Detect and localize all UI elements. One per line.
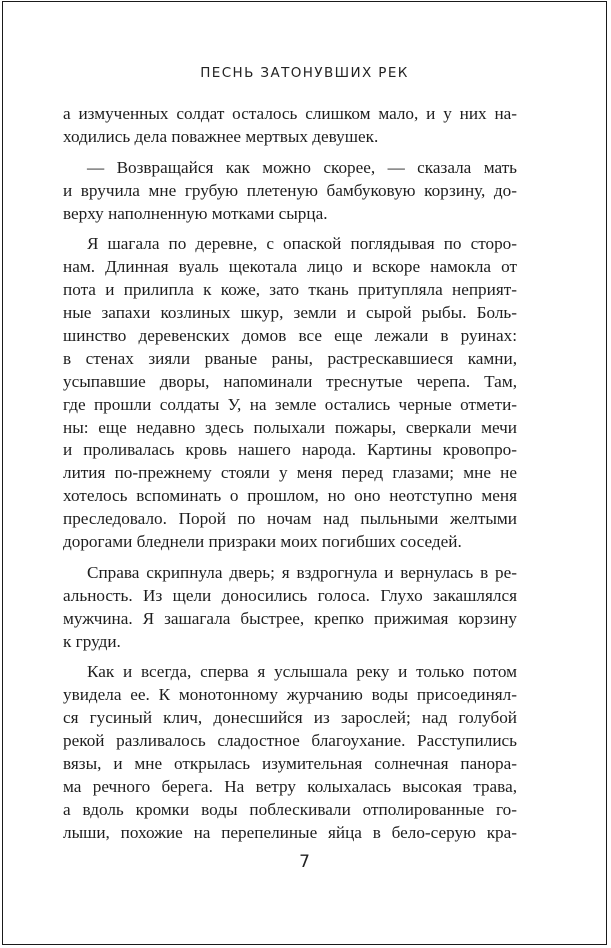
text-line: а вдоль кромки воды поблескивали отполированные го- — [63, 799, 517, 819]
running-head: ПЕСНЬ ЗАТОНУВШИХ РЕК — [200, 65, 409, 81]
text-line: дорогами бледнели призраки моих погибших соседей. — [63, 532, 462, 552]
text-line: ходились дела поважнее мертвых девушек. — [63, 126, 379, 146]
text-line: преследовало. Порой по ночам над пыльными желтыми — [63, 509, 517, 529]
text-line: ные запахи козлиных шкур, земли и сырой рыбы. Боль- — [63, 303, 517, 323]
text-line: лития по-прежнему стояли у меня перед глазами; мне не — [63, 463, 517, 483]
text-line: шинство деревенских домов все еще лежали в руинах: — [63, 326, 517, 346]
text-line: рекой разливалось сладостное благоухание. Расступились — [63, 731, 517, 751]
text-line: к груди. — [63, 631, 121, 651]
text-line: хотелось вспоминать о прошлом, но оно неотступно меня — [63, 486, 517, 506]
text-line: нам. Длинная вуаль щекотала лицо и вскоре намокла от — [63, 257, 517, 277]
paragraph — [63, 233, 517, 553]
text-line: пота и прилипла к коже, зато ткань притупляла неприят- — [63, 280, 517, 300]
text-line: мужчина. Я зашагала быстрее, крепко прижимая корзину — [63, 608, 517, 628]
text-line: альность. Из щели доносились голоса. Глухо закашлялся — [63, 585, 517, 605]
paragraph — [63, 562, 517, 654]
text-line: в стенах зияли рваные раны, растрескавшиеся камни, — [63, 348, 517, 368]
text-line: и вручила мне грубую плетеную бамбуковую корзину, до- — [63, 180, 517, 200]
text-line: лыши, похожие на перепелиные яйца в бело-серую кра- — [63, 822, 517, 842]
paragraph — [63, 661, 517, 844]
text-line: увидела ее. К монотонному журчанию воды присоединял- — [63, 685, 517, 705]
text-line: усыпавшие дворы, напоминали треснутые черепа. Там, — [63, 371, 517, 391]
text-line: Как и всегда, сперва я услышала реку и только потом — [87, 662, 517, 682]
body-text — [63, 103, 517, 845]
text-line: Я шагала по деревне, с опаской поглядывая по сторо- — [87, 234, 517, 254]
text-line: верху наполненную мотками сырца. — [63, 203, 328, 223]
text-line: ся гусиный клич, донесшийся из зарослей; над голубой — [63, 708, 517, 728]
paragraph — [63, 103, 517, 149]
text-line: и проливалась кровь нашего народа. Картины кровопро- — [63, 440, 517, 460]
text-line: ма речного берега. На ветру колыхалась высокая трава, — [63, 776, 517, 796]
page-number: 7 — [299, 852, 310, 872]
text-line: вязы, и мне открылась изумительная солнечная панора- — [63, 754, 517, 774]
text-line: ны: еще недавно здесь полыхали пожары, сверкали мечи — [63, 417, 517, 437]
text-line: а измученных солдат осталось слишком мало, и у них на- — [63, 104, 517, 123]
book-page — [2, 1, 607, 945]
paragraph — [63, 157, 517, 226]
text-line: где прошли солдаты У, на земле остались черные отмети- — [63, 394, 517, 414]
text-line: Справа скрипнула дверь; я вздрогнула и вернулась в ре- — [87, 562, 517, 582]
text-line: — Возвращайся как можно скорее, — сказала мать — [87, 157, 517, 177]
